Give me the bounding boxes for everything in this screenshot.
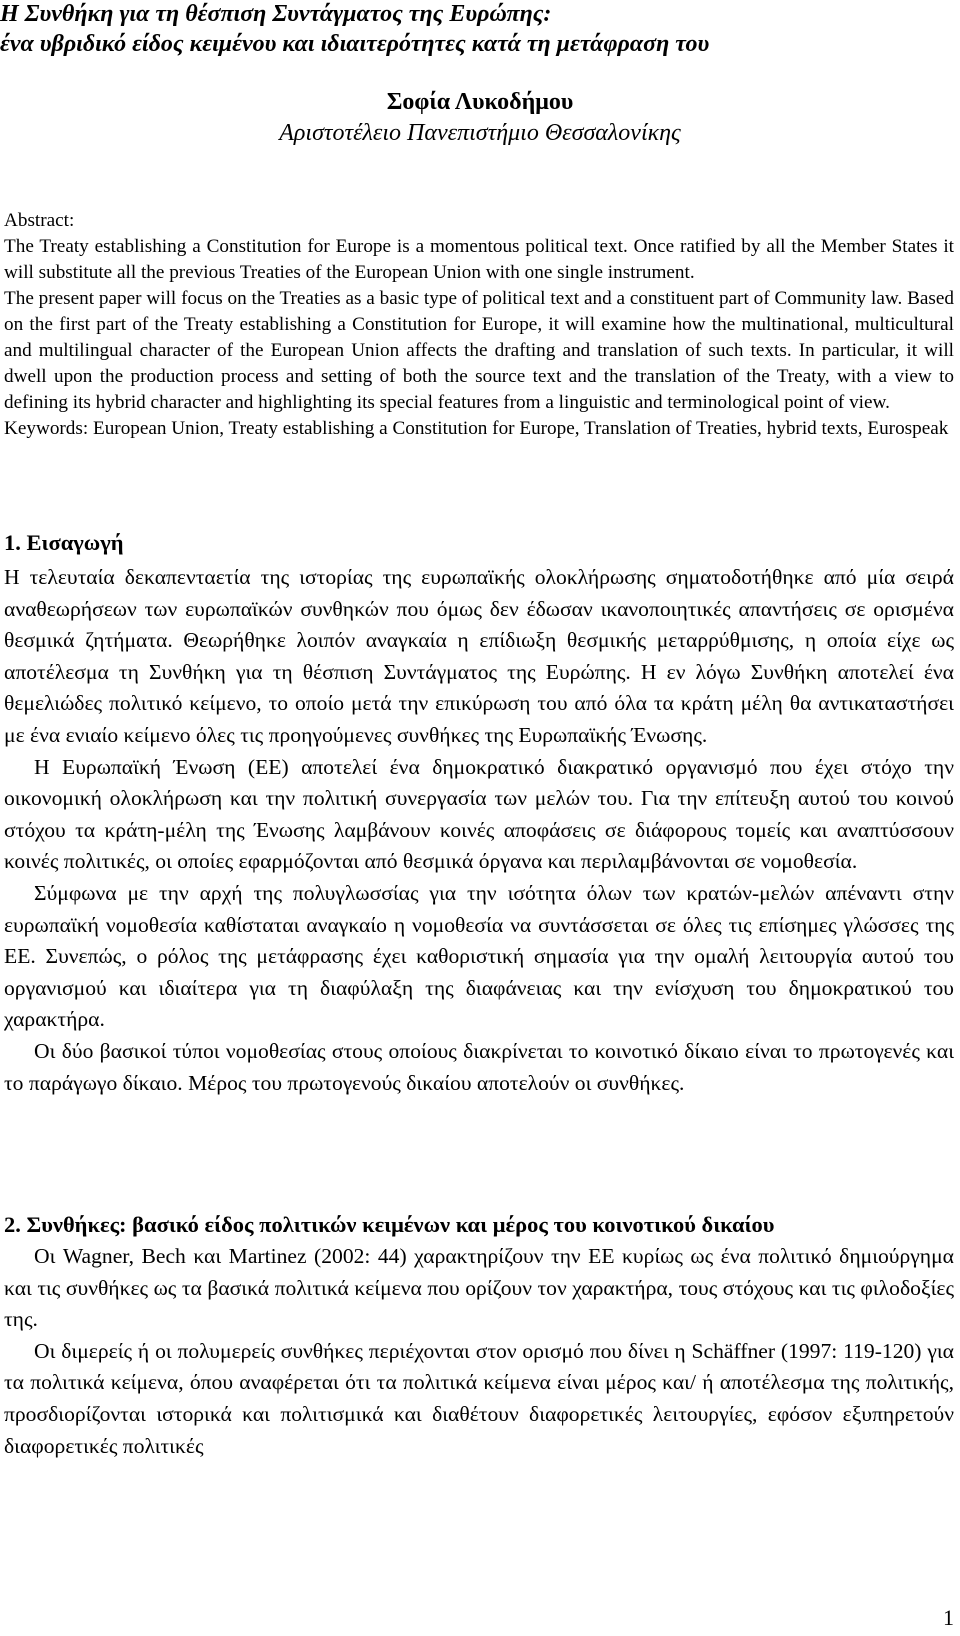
abstract-heading: Abstract: xyxy=(4,210,75,231)
abstract-paragraph: The Treaty establishing a Constitution for Europe is a momentous political text. Once ratified by all the Member States it will substitute all the previous Treaties of the European Union with one single instrument. xyxy=(4,236,954,283)
body-paragraph: Οι Wagner, Bech και Martinez (2002: 44) χαρακτηρίζουν την ΕΕ κυρίως ως ένα πολιτικό δημιούργημα και τις συνθήκες ως τα βασικά πολιτικά κείμενα που ορίζουν τον χαρακτήρα, τους στόχους και τις φιλοδοξίες της. xyxy=(4,1244,954,1332)
section-heading: 2. Συνθήκες: βασικό είδος πολιτικών κειμένων και μέρος του κοινοτικού δικαίου xyxy=(4,1212,775,1237)
abstract-block xyxy=(4,208,954,442)
abstract-paragraph: The present paper will focus on the Treaties as a basic type of political text and a constituent part of Community law. Based on the first part of the Treaty establishing a Constitution for Europe, it will examine how the multinational, multicultural and multilingual character of the European Union affects the drafting and translation of such texts. In particular, it will dwell upon the production process and setting of both the source text and the translation of the Treaty, with a view to defining its hybrid character and highlighting its special features from a linguistic and terminological point of view. xyxy=(4,288,954,413)
section-body xyxy=(4,562,954,1099)
section-heading: 1. Εισαγωγή xyxy=(4,530,124,555)
abstract-keywords: Keywords: European Union, Treaty establishing a Constitution for Europe, Translation of Treaties, hybrid texts, Eurospeak xyxy=(4,418,949,439)
body-paragraph: Η Ευρωπαϊκή Ένωση (ΕΕ) αποτελεί ένα δημοκρατικό διακρατικό οργανισμό που έχει στόχο την οικονομική ολοκλήρωση και την πολιτική συνεργασία των μελών του. Για την επίτευξη αυτού του κοινού στόχου τα κράτη-μέλη της Ένωσης λαμβάνουν κοινές αποφάσεις σε διάφορους τομείς και αναπτύσσουν κοινές πολιτικές, οι οποίες εφαρμόζονται από θεσμικά όργανα και περιλαμβάνονται σε νομοθεσία. xyxy=(4,754,954,874)
body-paragraph: Σύμφωνα με την αρχή της πολυγλωσσίας για την ισότητα όλων των κρατών-μελών απέναντι στην ευρωπαϊκή νομοθεσία καθίσταται αναγκαίο η νομοθεσία να συντάσσεται σε όλες τις επίσημες γλώσσες της ΕΕ. Συνεπώς, ο ρόλος της μετάφρασης έχει καθοριστική σημασία για την ομαλή λειτουργία αυτού του οργανισμού και ιδιαίτερα για τη διαφύλαξη της διαφάνειας και την ενίσχυση του δημοκρατικού του χαρακτήρα. xyxy=(4,880,954,1032)
body-paragraph: Οι διμερείς ή οι πολυμερείς συνθήκες περιέχονται στον ορισμό που δίνει η Schäffner (1997: 119-120) για τα πολιτικά κείμενα, όπου αναφέρεται ότι τα πολιτικά κείμενα είναι μέρος και/ ή αποτέλεσμα της πολιτικής, προσδιορίζονται ιστορικά και πολιτισμικά και διαθέτουν διαφορετικές λειτουργίες, εφόσον εξυπηρετούν διαφορετικές πολιτικές xyxy=(4,1338,954,1458)
paper-title-line1: Η Συνθήκη για τη θέσπιση Συντάγματος της Ευρώπης: xyxy=(0,1,552,27)
body-paragraph: Η τελευταία δεκαπενταετία της ιστορίας της ευρωπαϊκής ολοκλήρωσης σηματοδοτήθηκε από μία σειρά αναθεωρήσεων των ευρωπαϊκών συνθηκών που όμως δεν έδωσαν ικανοποιητικές απαντήσεις σε ορισμένα θεσμικά ζητήματα. Θεωρήθηκε λοιπόν αναγκαία η επίδιωξη θεσμικής μεταρρύθμισης, η οποία είχε ως αποτέλεσμα τη Συνθήκη για τη θέσπιση Συντάγματος της Ευρώπης. Η εν λόγω Συνθήκη αποτελεί ένα θεμελιώδες πολιτικό κείμενο, το οποίο μετά την επικύρωση του από όλα τα κράτη μέλη θα αντικαταστήσει με ένα ενιαίο κείμενο όλες τις προηγούμενες συνθήκες της Ευρωπαϊκής Ένωσης. xyxy=(4,565,954,747)
author-name: Σοφία Λυκοδήμου xyxy=(386,89,574,115)
section-body xyxy=(4,1241,954,1462)
body-paragraph: Οι δύο βασικοί τύποι νομοθεσίας στους οποίους διακρίνεται το κοινοτικό δίκαιο είναι το πρωτογενές και το παράγωγο δίκαιο. Μέρος του πρωτογενούς δικαίου αποτελούν οι συνθήκες. xyxy=(4,1038,954,1095)
author-affiliation: Αριστοτέλειο Πανεπιστήμιο Θεσσαλονίκης xyxy=(279,120,681,146)
page-number: 1 xyxy=(943,1605,954,1630)
paper-title-line2: ένα υβριδικό είδος κειμένου και ιδιαιτερότητες κατά τη μετάφραση του xyxy=(0,31,710,57)
